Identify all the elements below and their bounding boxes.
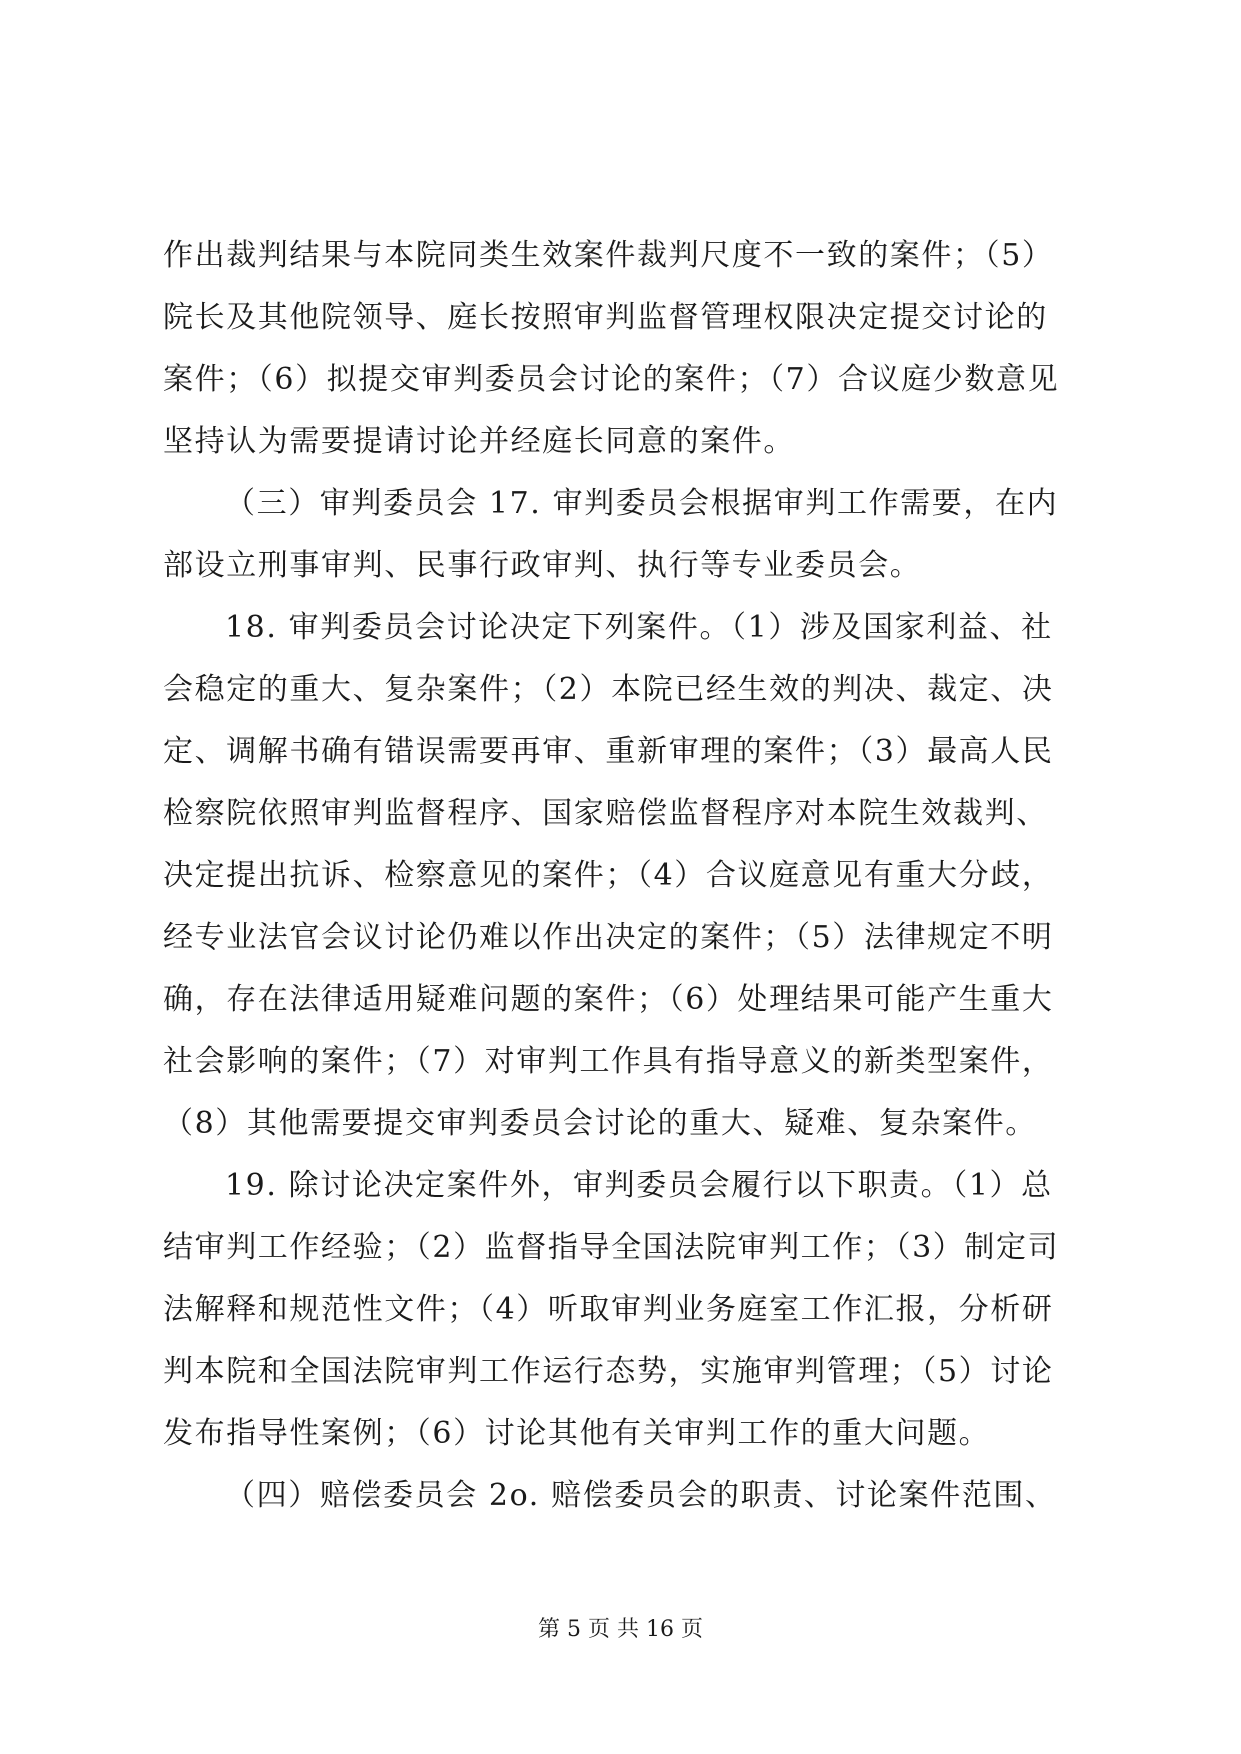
paragraph-start-line: 18. 审判委员会讨论决定下列案件。（1）涉及国家利益、社 <box>225 610 1053 645</box>
document-body <box>163 225 1081 1527</box>
paragraph-start-line: 19. 除讨论决定案件外，审判委员会履行以下职责。（1）总 <box>225 1168 1053 1203</box>
text-line: 社会影响的案件；（7）对审判工作具有指导意义的新类型案件， <box>163 1044 1054 1079</box>
page-number-footer: 第 5 页 共 16 页 <box>538 1617 703 1642</box>
text-line: 定、调解书确有错误需要再审、重新审理的案件；（3）最高人民 <box>163 734 1054 769</box>
text-line: 院长及其他院领导、庭长按照审判监督管理权限决定提交讨论的 <box>163 300 1048 335</box>
text-line: 坚持认为需要提请讨论并经庭长同意的案件。 <box>163 424 795 459</box>
text-line: 经专业法官会议讨论仍难以作出决定的案件；（5）法律规定不明 <box>163 920 1054 955</box>
text-line: 发布指导性案例；（6）讨论其他有关审判工作的重大问题。 <box>163 1416 991 1451</box>
text-line: 检察院依照审判监督程序、国家赔偿监督程序对本院生效裁判、 <box>163 796 1048 831</box>
text-line: （8）其他需要提交审判委员会讨论的重大、疑难、复杂案件。 <box>163 1106 1037 1141</box>
text-line: 结审判工作经验；（2）监督指导全国法院审判工作；（3）制定司 <box>163 1230 1060 1265</box>
section-heading-line: （四）赔偿委员会 2o. 赔偿委员会的职责、讨论案件范围、 <box>225 1478 1057 1513</box>
text-line: 案件；（6）拟提交审判委员会讨论的案件；（7）合议庭少数意见 <box>163 362 1060 397</box>
text-line: 确，存在法律适用疑难问题的案件；（6）处理结果可能产生重大 <box>163 982 1054 1017</box>
text-line: 部设立刑事审判、民事行政审判、执行等专业委员会。 <box>163 548 922 583</box>
text-line: 法解释和规范性文件；（4）听取审判业务庭室工作汇报，分析研 <box>163 1292 1054 1327</box>
text-line: 判本院和全国法院审判工作运行态势，实施审判管理；（5）讨论 <box>163 1354 1054 1389</box>
text-line: 决定提出抗诉、检察意见的案件；（4）合议庭意见有重大分歧， <box>163 858 1054 893</box>
text-line: 作出裁判结果与本院同类生效案件裁判尺度不一致的案件；（5） <box>163 238 1054 273</box>
section-heading-line: （三）审判委员会 17. 审判委员会根据审判工作需要，在内 <box>225 486 1059 521</box>
text-line: 会稳定的重大、复杂案件；（2）本院已经生效的判决、裁定、决 <box>163 672 1054 707</box>
